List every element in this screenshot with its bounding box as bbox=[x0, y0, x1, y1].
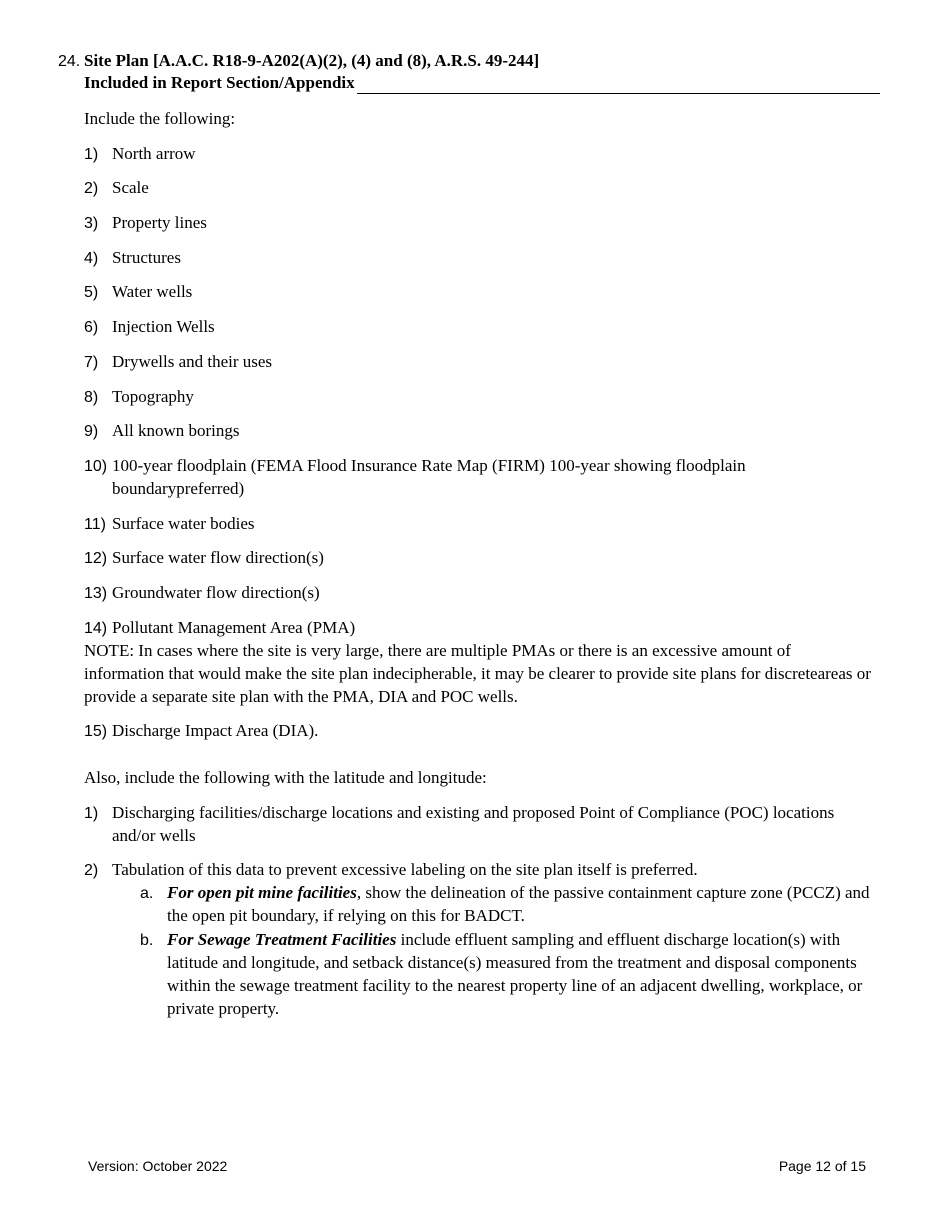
note-text: NOTE: In cases where the site is very large, there are multiple PMAs or there is an excessive amount of information that would make the site plan indecipherable, it may be clearer to provide site plans for discreteareas or provide a separate site plan with the PMA, DIA and POC wells. bbox=[84, 641, 871, 706]
sub-item-body: include effluent sampling and effluent discharge location(s) with latitude and longitude, and setback distance(s) measured from the treatment and disposal components within the sewage treatment facility to the nearest property line of an adjacent dwelling, workplace, or private property. bbox=[167, 930, 863, 1018]
section-heading bbox=[58, 50, 880, 94]
item-number: 9) bbox=[84, 423, 99, 440]
item-text: Pollutant Management Area (PMA) bbox=[112, 618, 356, 637]
footer-version bbox=[88, 1158, 227, 1174]
list-item bbox=[84, 512, 874, 535]
item-text: Discharge Impact Area (DIA). bbox=[112, 721, 319, 740]
sub-item-text bbox=[167, 881, 875, 927]
item-text: Structures bbox=[112, 248, 181, 267]
also-text: Also, include the following with the latitude and longitude: bbox=[84, 768, 487, 787]
item-number: 3) bbox=[84, 215, 99, 232]
included-line bbox=[84, 72, 880, 94]
item-text: Tabulation of this data to prevent excessive labeling on the site plan itself is preferred. bbox=[112, 860, 698, 879]
item-text: Groundwater flow direction(s) bbox=[112, 583, 320, 602]
list-item bbox=[84, 616, 874, 639]
item-text: Water wells bbox=[112, 282, 193, 301]
item-number: 2) bbox=[84, 180, 99, 197]
list-item bbox=[84, 350, 874, 373]
item-number: 1) bbox=[84, 805, 99, 822]
list-item bbox=[84, 858, 874, 881]
item-text: Injection Wells bbox=[112, 317, 215, 336]
list-item bbox=[84, 719, 874, 742]
footer-page-number: Page 12 of 15 bbox=[778, 1158, 866, 1174]
item-number: 5) bbox=[84, 284, 99, 301]
intro-text: Include the following: bbox=[84, 109, 236, 128]
item-text: All known borings bbox=[112, 421, 240, 440]
item-number: 7) bbox=[84, 354, 99, 371]
sub-item-text bbox=[167, 928, 875, 1020]
item-text: Surface water bodies bbox=[112, 514, 255, 533]
section-title: Site Plan [A.A.C. R18-9-A202(A)(2), (4) and (8), A.R.S. 49-244] bbox=[84, 51, 540, 70]
sub-item-letter: b. bbox=[140, 932, 154, 949]
item-text: Topography bbox=[112, 387, 194, 406]
version-date: October 2022 bbox=[142, 1158, 228, 1174]
item-number: 4) bbox=[84, 250, 99, 267]
item-number: 14) bbox=[84, 620, 108, 637]
sub-item-body: , show the delineation of the passive containment capture zone (PCCZ) and the open pit boundary, if relying on this for BADCT. bbox=[167, 883, 870, 925]
item-text: North arrow bbox=[112, 144, 196, 163]
item-text: Discharging facilities/discharge locations and existing and proposed Point of Compliance (POC) locations and/or wells bbox=[112, 803, 835, 845]
item-number: 12) bbox=[84, 550, 108, 567]
fill-in-line[interactable] bbox=[357, 75, 880, 94]
item-number: 1) bbox=[84, 146, 99, 163]
item-number: 8) bbox=[84, 389, 99, 406]
item-number: 6) bbox=[84, 319, 99, 336]
list-item bbox=[84, 581, 874, 604]
list-item bbox=[84, 176, 874, 199]
version-label: Version: bbox=[88, 1158, 139, 1174]
item-number: 15) bbox=[84, 723, 108, 740]
list-item bbox=[84, 546, 874, 569]
section-number: 24. bbox=[58, 53, 81, 70]
item-text: Drywells and their uses bbox=[112, 352, 273, 371]
included-label: Included in Report Section/Appendix bbox=[84, 73, 355, 92]
sub-list-item bbox=[140, 928, 875, 1020]
list-item bbox=[84, 454, 874, 500]
sub-item-letter: a. bbox=[140, 885, 154, 902]
item-number: 10) bbox=[84, 458, 108, 475]
list-item bbox=[84, 801, 874, 847]
list-item bbox=[84, 419, 874, 442]
item-text: Property lines bbox=[112, 213, 207, 232]
item-number: 11) bbox=[84, 516, 106, 533]
list-item bbox=[84, 142, 874, 165]
sub-item-emphasis: For Sewage Treatment Facilities bbox=[167, 930, 397, 949]
item-number: 2) bbox=[84, 862, 99, 879]
item-text: Scale bbox=[112, 178, 149, 197]
item-text: 100-year floodplain (FEMA Flood Insurance Rate Map (FIRM) 100-year showing floodplain boundarypreferred) bbox=[112, 456, 746, 498]
item-number: 13) bbox=[84, 585, 108, 602]
list-item bbox=[84, 385, 874, 408]
list-item bbox=[84, 315, 874, 338]
sub-item-emphasis: For open pit mine facilities bbox=[167, 883, 357, 902]
sub-list-item bbox=[140, 881, 875, 927]
list-item bbox=[84, 246, 874, 269]
item-text: Surface water flow direction(s) bbox=[112, 548, 324, 567]
list-item bbox=[84, 280, 874, 303]
list-item bbox=[84, 211, 874, 234]
